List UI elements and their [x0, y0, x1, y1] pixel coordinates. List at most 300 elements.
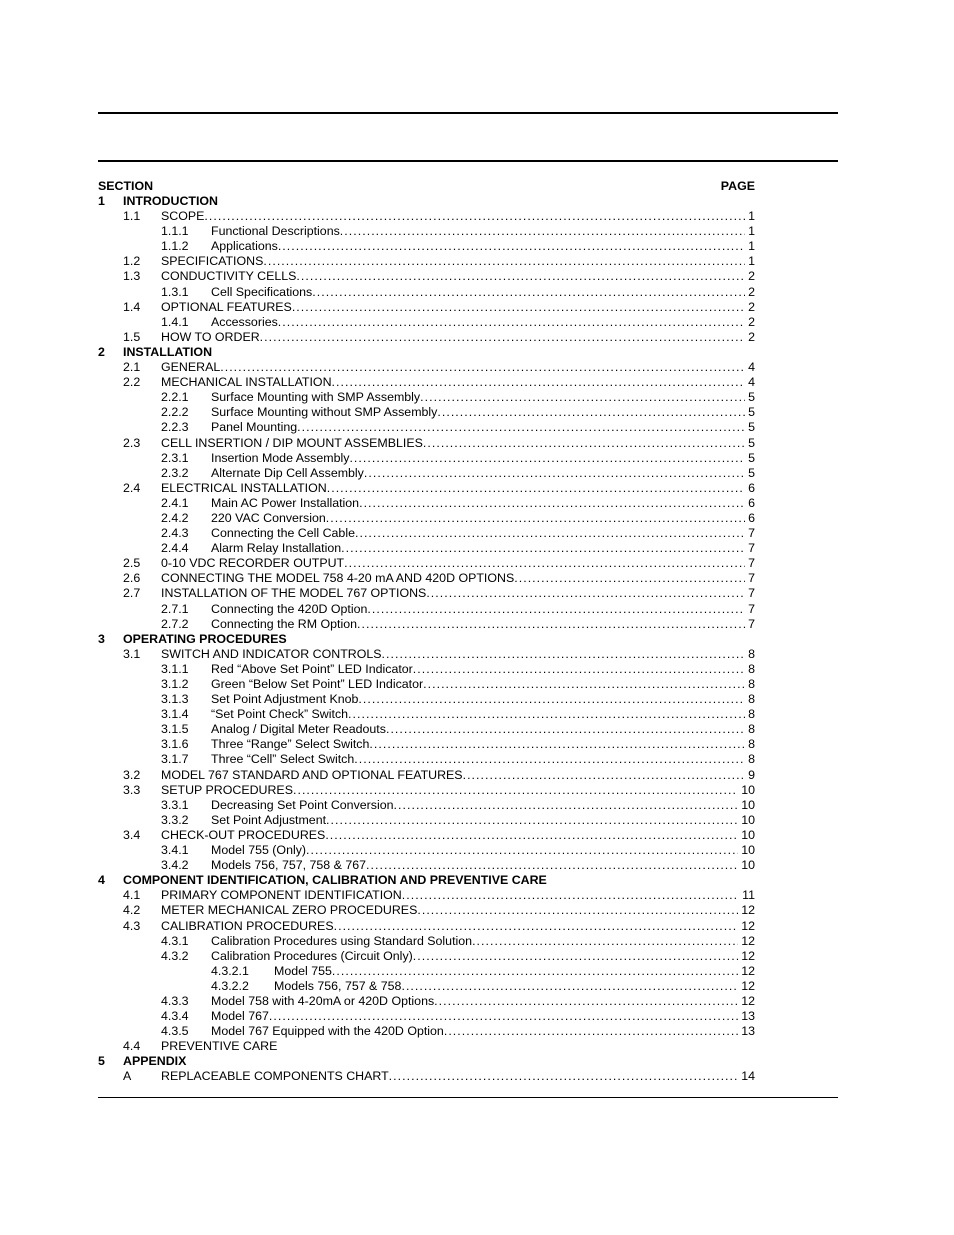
toc-entry [98, 768, 755, 783]
toc-entry [98, 949, 755, 964]
toc-entry-number: 4 [98, 873, 105, 888]
toc-entry-body [211, 722, 755, 737]
toc-entry [98, 1039, 755, 1054]
toc-entry-title: Panel Mounting [211, 420, 298, 435]
toc-entry-number: 3.3.1 [161, 797, 189, 812]
toc-dot-leader [340, 224, 745, 239]
toc-entry-body [123, 194, 755, 209]
toc-entry-number: 2.5 [123, 556, 141, 571]
toc-entry-page: 9 [748, 767, 755, 782]
toc-entry [98, 285, 755, 300]
toc-entry-page: 4 [748, 360, 755, 375]
toc-entry-number: 2.7 [123, 586, 141, 601]
toc-entry-title: REPLACEABLE COMPONENTS CHART [161, 1069, 389, 1084]
toc-dot-leader [417, 903, 738, 918]
toc-entry [98, 209, 755, 224]
toc-entry-page: 8 [748, 677, 755, 691]
toc-dot-leader [382, 647, 746, 662]
toc-entry-page: 6 [748, 480, 755, 495]
toc-entry-page: 10 [741, 812, 755, 827]
toc-entry [98, 436, 755, 451]
toc-entry-title: HOW TO ORDER [161, 329, 260, 344]
toc-entry-number: 3.2 [123, 767, 141, 782]
toc-dot-leader [278, 315, 745, 330]
toc-entry-title: Model 758 with 4-20mA or 420D Options [211, 993, 435, 1008]
toc-entry [98, 375, 755, 390]
toc-entry [98, 1009, 755, 1024]
toc-entry-title: Alternate Dip Cell Assembly [211, 465, 364, 480]
toc-entry-title: PRIMARY COMPONENT IDENTIFICATION [161, 888, 402, 903]
toc-entry [98, 662, 755, 677]
toc-dot-leader [386, 722, 745, 737]
toc-entry [98, 194, 755, 209]
toc-entry-title: METER MECHANICAL ZERO PROCEDURES [161, 903, 418, 918]
toc-dot-leader [306, 843, 738, 858]
toc-entry-title: Accessories [211, 314, 278, 329]
toc-entry-page: 4 [748, 375, 755, 390]
toc-entry-page: 2 [748, 329, 755, 344]
toc-dot-leader [332, 964, 738, 979]
toc-entry-title: Functional Descriptions [211, 224, 340, 239]
toc-entry-page: 2 [748, 299, 755, 314]
toc-entry-title: Main AC Power Installation [211, 495, 360, 510]
toc-entry-page: 10 [741, 858, 755, 873]
toc-entry-title: Models 756, 757 & 758 [274, 978, 402, 993]
toc-entry-title: SWITCH AND INDICATOR CONTROLS [161, 646, 382, 661]
toc-dot-leader [220, 360, 745, 375]
toc-dot-leader [278, 239, 745, 254]
toc-entry-title: MODEL 767 STANDARD AND OPTIONAL FEATURES [161, 767, 463, 782]
toc-entry-page: 1 [748, 209, 755, 224]
toc-entry-number: 1.4 [123, 299, 141, 314]
toc-entry-page: 12 [741, 948, 755, 963]
toc-entry-number: 4.3.3 [161, 993, 189, 1008]
toc-entry [98, 632, 755, 647]
toc-entry-number: 3.1.1 [161, 661, 189, 676]
toc-entry-page: 2 [748, 269, 755, 284]
toc-entry-body [211, 949, 755, 964]
toc-dot-leader [420, 390, 745, 405]
toc-entry-number: 2 [98, 344, 105, 359]
toc-entry-number: 2.4 [123, 480, 141, 495]
toc-entry-title: INSTALLATION [123, 344, 213, 359]
toc-entry-number: 4.3.5 [161, 1024, 189, 1039]
toc-entry-page: 6 [748, 495, 755, 510]
toc-dot-leader [349, 451, 745, 466]
toc-entry [98, 647, 755, 662]
toc-entry-title: ELECTRICAL INSTALLATION [161, 480, 327, 495]
toc-entry-title: Decreasing Set Point Conversion [211, 797, 394, 812]
toc-entry-page: 2 [748, 284, 755, 299]
toc-dot-leader [389, 1069, 739, 1084]
toc-entry-page: 8 [748, 707, 755, 722]
toc-entry-body [161, 375, 755, 390]
toc-entry-number: 4.1 [123, 888, 141, 903]
toc-entry-body [161, 1069, 755, 1084]
toc-entry-number: 2.3.2 [161, 465, 189, 480]
toc-entry-number: 3.1.6 [161, 737, 189, 752]
toc-entry-title: Models 756, 757, 758 & 767 [211, 858, 366, 873]
toc-dot-leader [413, 949, 738, 964]
toc-entry-body [211, 1009, 755, 1024]
toc-dot-leader [297, 420, 745, 435]
toc-entry-number: 3.3 [123, 782, 141, 797]
toc-entry-title: Analog / Digital Meter Readouts [211, 722, 386, 737]
toc-entry-page: 7 [748, 616, 755, 631]
toc-entry-body [123, 873, 755, 888]
toc-entry-title: Surface Mounting with SMP Assembly [211, 390, 421, 405]
toc-entry-page: 10 [741, 843, 755, 858]
toc-entry [98, 466, 755, 481]
toc-entry [98, 496, 755, 511]
toc-entry [98, 888, 755, 903]
toc-entry-page: 2 [748, 314, 755, 329]
toc-entry-body [161, 888, 755, 903]
toc-dot-leader [332, 375, 746, 390]
toc-entry-number: 3.3.2 [161, 812, 189, 827]
toc-dot-leader [359, 496, 745, 511]
toc-entry-title: 220 VAC Conversion [211, 510, 326, 525]
toc-dot-leader [369, 737, 745, 752]
toc-entry-body [274, 964, 755, 979]
section-column-label: SECTION [98, 179, 154, 193]
toc-entry-title: GENERAL [161, 360, 221, 375]
toc-entry-page: 8 [748, 692, 755, 707]
toc-entry-page: 7 [748, 556, 755, 571]
toc-entry-page: 1 [748, 224, 755, 239]
toc-entry-title: INSTALLATION OF THE MODEL 767 OPTIONS [161, 586, 427, 601]
toc-entry-number: 1.3 [123, 269, 141, 284]
toc-entry-number: 2.2.3 [161, 420, 189, 435]
toc-entry-number: 1.3.1 [161, 284, 189, 299]
toc-entry-body [161, 360, 755, 375]
toc-entry-page: 6 [748, 510, 755, 525]
toc-dot-leader [269, 1009, 738, 1024]
toc-dot-leader [434, 994, 738, 1009]
toc-entry-body [161, 269, 755, 284]
toc-dot-leader [423, 677, 745, 692]
toc-entry-number: 3.1.3 [161, 692, 189, 707]
toc-entry [98, 1024, 755, 1039]
toc-entry-page: 8 [748, 646, 755, 661]
toc-entry-number: 3 [98, 631, 105, 646]
toc-entry-body [211, 511, 755, 526]
toc-entry [98, 300, 755, 315]
toc-entry-number: 3.1.7 [161, 752, 189, 767]
toc-entry-title: Surface Mounting without SMP Assembly [211, 405, 438, 420]
toc-entry-body [161, 903, 755, 918]
toc-entry-title: Model 767 [211, 1009, 269, 1024]
toc-entry-body [161, 586, 755, 601]
toc-entry-page: 12 [741, 978, 755, 993]
toc-entry-body [211, 617, 755, 632]
toc-entry-page: 14 [741, 1069, 755, 1084]
toc-header [98, 178, 755, 194]
toc-entry [98, 843, 755, 858]
toc-entry-page: 5 [748, 435, 755, 450]
toc-entry-number: 1.1 [123, 209, 141, 224]
toc-dot-leader [348, 707, 745, 722]
toc-entry-number: 4.3.2.2 [211, 978, 249, 993]
toc-entry-body [123, 632, 755, 647]
toc-entry [98, 315, 755, 330]
toc-entry-body [161, 300, 755, 315]
bottom-rule [98, 1097, 838, 1098]
toc-entry-title: COMPONENT IDENTIFICATION, CALIBRATION AND PREVENTIVE CARE [123, 873, 547, 888]
toc-entry-body [161, 330, 755, 345]
toc-entry-number: 2.3.1 [161, 450, 189, 465]
toc-entry-page: 5 [748, 465, 755, 480]
toc-entry-body [211, 934, 755, 949]
toc-entry [98, 360, 755, 375]
toc-entry-body [211, 239, 755, 254]
toc-entry-title: Model 755 (Only) [211, 843, 307, 858]
toc-entry-body [161, 571, 755, 586]
toc-entry-number: 2.2.1 [161, 390, 189, 405]
toc-entry-number: 2.4.2 [161, 510, 189, 525]
toc-entry-body [161, 647, 755, 662]
toc-entry-page: 5 [748, 420, 755, 435]
toc-entry-number: 3.4.2 [161, 858, 189, 873]
toc-dot-leader [293, 783, 738, 798]
toc-dot-leader [514, 571, 745, 586]
toc-entry-title: CHECK-OUT PROCEDURES [161, 827, 326, 842]
toc-entry [98, 420, 755, 435]
toc-entry-number: A [123, 1069, 132, 1084]
toc-entry-page: 5 [748, 390, 755, 405]
toc-entry-page: 5 [748, 405, 755, 420]
toc-entry [98, 571, 755, 586]
toc-dot-leader [325, 828, 738, 843]
toc-entry-title: Connecting the RM Option [211, 616, 358, 631]
toc-entry-number: 2.1 [123, 360, 141, 375]
toc-entry-title: Alarm Relay Installation [211, 541, 342, 556]
toc-entry [98, 858, 755, 873]
toc-entry-number: 4.4 [123, 1039, 141, 1054]
toc-entry-page: 7 [748, 541, 755, 556]
toc-entry-page: 12 [741, 933, 755, 948]
toc-dot-leader [413, 662, 745, 677]
toc-entry-number: 2.2.2 [161, 405, 189, 420]
toc-entry-page: 8 [748, 752, 755, 767]
toc-entry-body [161, 436, 755, 451]
toc-entry-page: 13 [741, 1024, 755, 1039]
toc-entry [98, 934, 755, 949]
toc-entry-title: CALIBRATION PROCEDURES [161, 918, 334, 933]
toc-entry-number: 3.1 [123, 646, 141, 661]
toc-dot-leader [364, 466, 745, 481]
toc-entry-body [211, 843, 755, 858]
toc-entry-title: Applications [211, 239, 278, 254]
toc-entry-body [211, 541, 755, 556]
toc-entry-number: 2.4.3 [161, 526, 189, 541]
toc-dot-leader [358, 692, 745, 707]
toc-entry-body [161, 209, 755, 224]
toc-dot-leader [426, 586, 745, 601]
toc-entry [98, 224, 755, 239]
toc-entry-title: CELL INSERTION / DIP MOUNT ASSEMBLIES [161, 435, 423, 450]
toc-entry-title: INTRODUCTION [123, 194, 218, 208]
toc-entry-page: 12 [741, 903, 755, 918]
toc-entry-number: 2.6 [123, 571, 141, 586]
toc-dot-leader [344, 556, 745, 571]
toc-entry-body [211, 285, 755, 300]
toc-entry [98, 556, 755, 571]
toc-entry-body [211, 526, 755, 541]
toc-entry-number: 3.4 [123, 827, 141, 842]
toc-entry-title: Red “Above Set Point” LED Indicator [211, 661, 413, 676]
toc-entry-body [161, 481, 755, 496]
toc-dot-leader [312, 285, 745, 300]
toc-entry-body [274, 979, 755, 994]
toc-entry-number: 4.2 [123, 903, 141, 918]
toc-entry-title: OPERATING PROCEDURES [123, 631, 287, 646]
toc-entry-body [161, 828, 755, 843]
toc-entry-number: 1.1.1 [161, 224, 189, 239]
toc-entry-number: 4.3.2 [161, 948, 189, 963]
toc-entry-body [161, 1039, 755, 1054]
toc-entry-body [211, 466, 755, 481]
toc-entry-number: 4.3.1 [161, 933, 189, 948]
toc-dot-leader [401, 979, 738, 994]
toc-entry-number: 2.3 [123, 435, 141, 450]
toc-dot-leader [366, 858, 738, 873]
table-of-contents [98, 178, 755, 1085]
toc-dot-leader [354, 752, 745, 767]
toc-entry-title: Three “Range” Select Switch [211, 737, 370, 752]
toc-entry-page: 7 [748, 601, 755, 616]
toc-entry-title: CONNECTING THE MODEL 758 4-20 mA AND 420D OPTIONS [161, 571, 515, 586]
toc-entry-body [211, 752, 755, 767]
toc-entry [98, 919, 755, 934]
toc-dot-leader [263, 254, 745, 269]
toc-entry-page: 13 [741, 1009, 755, 1024]
toc-entry-body [211, 858, 755, 873]
toc-entry [98, 752, 755, 767]
toc-entry [98, 586, 755, 601]
toc-entry-page: 11 [742, 888, 755, 903]
toc-entry-title: PREVENTIVE CARE [161, 1039, 278, 1054]
toc-entry [98, 511, 755, 526]
toc-entry-title: Model 755 [274, 963, 332, 978]
toc-entry [98, 1054, 755, 1069]
toc-entry-number: 4.3.2.1 [211, 963, 249, 978]
toc-entry [98, 979, 755, 994]
toc-entry-title: MECHANICAL INSTALLATION [161, 375, 332, 390]
toc-entry-page: 1 [748, 239, 755, 254]
toc-entry-number: 3.1.2 [161, 677, 189, 691]
toc-dot-leader [292, 300, 745, 315]
toc-entry-title: Model 767 Equipped with the 420D Option [211, 1024, 444, 1039]
toc-entry-body [211, 602, 755, 617]
toc-entry [98, 813, 755, 828]
toc-entry-title: Cell Specifications [211, 284, 313, 299]
toc-entry-number: 2.2 [123, 375, 141, 390]
toc-entry-title: Green “Below Set Point” LED Indicator [211, 677, 424, 691]
toc-entry [98, 677, 755, 692]
toc-entry-body [211, 662, 755, 677]
toc-entry [98, 783, 755, 798]
toc-entry-body [211, 224, 755, 239]
toc-entry-body [211, 420, 755, 435]
toc-entry-number: 2.4.4 [161, 541, 189, 556]
toc-entry-title: 0-10 VDC RECORDER OUTPUT [161, 556, 345, 571]
toc-entry [98, 239, 755, 254]
toc-entry-page: 7 [748, 526, 755, 541]
toc-dot-leader [260, 330, 745, 345]
toc-entry-number: 1.4.1 [161, 314, 189, 329]
toc-entry-title: SETUP PROCEDURES [161, 782, 293, 797]
toc-entry-number: 1.5 [123, 329, 141, 344]
toc-entry-number: 3.4.1 [161, 843, 189, 858]
toc-dot-leader [355, 526, 745, 541]
toc-entry [98, 994, 755, 1009]
toc-entry [98, 451, 755, 466]
toc-entry-number: 5 [98, 1054, 105, 1069]
toc-entry-body [211, 677, 755, 692]
toc-entry-body [211, 994, 755, 1009]
toc-dot-leader [437, 405, 745, 420]
toc-entry [98, 798, 755, 813]
toc-entry-title: Connecting the 420D Option [211, 601, 368, 616]
toc-entry-page: 12 [741, 918, 755, 933]
toc-entry [98, 873, 755, 888]
toc-entry-title: Set Point Adjustment [211, 812, 327, 827]
toc-entry-body [211, 496, 755, 511]
toc-entry-page: 8 [748, 722, 755, 737]
toc-entry-body [211, 390, 755, 405]
toc-entry [98, 602, 755, 617]
toc-entry [98, 617, 755, 632]
toc-entry-page: 8 [748, 737, 755, 752]
toc-entry-title: Insertion Mode Assembly [211, 450, 350, 465]
toc-entry-body [161, 768, 755, 783]
toc-entry-body [123, 1054, 755, 1069]
toc-entry-title: Calibration Procedures (Circuit Only) [211, 948, 413, 963]
toc-entry [98, 330, 755, 345]
toc-dot-leader [472, 934, 738, 949]
toc-dot-leader [296, 269, 745, 284]
toc-dot-leader [463, 768, 746, 783]
toc-entry-title: OPTIONAL FEATURES [161, 299, 292, 314]
toc-entry-number: 3.1.4 [161, 707, 189, 722]
toc-dot-leader [444, 1024, 738, 1039]
toc-entry-page: 7 [748, 586, 755, 601]
toc-entry [98, 269, 755, 284]
toc-entry [98, 254, 755, 269]
toc-entry-number: 2.4.1 [161, 495, 189, 510]
toc-entry-page: 7 [748, 571, 755, 586]
toc-dot-leader [357, 617, 745, 632]
page-column-label: PAGE [720, 179, 755, 193]
toc-entry-body [211, 692, 755, 707]
toc-entry [98, 526, 755, 541]
toc-entry [98, 481, 755, 496]
toc-entry-body [161, 254, 755, 269]
toc-entry-title: Calibration Procedures using Standard Solution [211, 933, 473, 948]
toc-entry-number: 4.3.4 [161, 1009, 189, 1024]
toc-dot-leader [402, 888, 739, 903]
toc-entry-number: 1 [98, 194, 105, 208]
toc-entry [98, 692, 755, 707]
toc-entry-page: 12 [741, 963, 755, 978]
toc-entry-title: Connecting the Cell Cable [211, 526, 355, 541]
toc-entry-title: Three “Cell” Select Switch [211, 752, 355, 767]
toc-dot-leader [326, 511, 745, 526]
toc-entry-body [161, 556, 755, 571]
top-rule [98, 112, 838, 114]
toc-entry [98, 390, 755, 405]
